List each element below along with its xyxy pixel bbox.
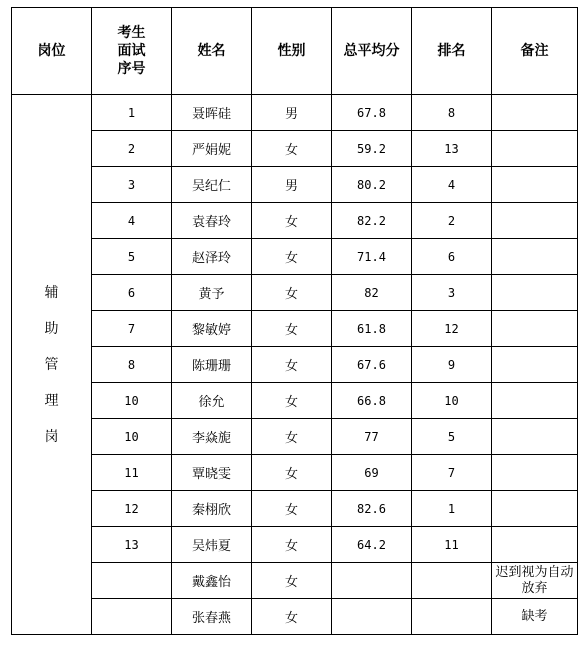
name-cell: 张春燕	[172, 599, 252, 635]
name-cell: 戴鑫怡	[172, 563, 252, 599]
interview-id-cell: 12	[92, 491, 172, 527]
header-interview-id	[92, 8, 172, 95]
remark-cell	[492, 95, 578, 131]
rank-cell: 12	[412, 311, 492, 347]
score-cell: 80.2	[332, 167, 412, 203]
table-row	[12, 203, 578, 239]
table-row	[12, 275, 578, 311]
name-cell: 李焱旎	[172, 419, 252, 455]
score-cell: 59.2	[332, 131, 412, 167]
table-row	[12, 311, 578, 347]
interview-id-cell: 8	[92, 347, 172, 383]
interview-id-cell: 11	[92, 455, 172, 491]
gender-cell: 女	[252, 527, 332, 563]
interview-id-cell: 3	[92, 167, 172, 203]
table-row	[12, 455, 578, 491]
gender-cell: 女	[252, 455, 332, 491]
header-rank: 排名	[412, 8, 492, 95]
table-row	[12, 167, 578, 203]
score-cell: 61.8	[332, 311, 412, 347]
rank-cell: 11	[412, 527, 492, 563]
rank-cell: 7	[412, 455, 492, 491]
header-row	[12, 8, 578, 95]
rank-cell: 10	[412, 383, 492, 419]
interview-id-cell: 2	[92, 131, 172, 167]
table-row	[12, 347, 578, 383]
gender-cell: 女	[252, 419, 332, 455]
rank-cell: 3	[412, 275, 492, 311]
remark-cell	[492, 239, 578, 275]
interview-id-cell: 6	[92, 275, 172, 311]
score-cell: 71.4	[332, 239, 412, 275]
gender-cell: 女	[252, 203, 332, 239]
table-row	[12, 563, 578, 599]
remark-cell	[492, 527, 578, 563]
remark-cell	[492, 383, 578, 419]
rank-cell: 6	[412, 239, 492, 275]
rank-cell	[412, 599, 492, 635]
table-row	[12, 491, 578, 527]
score-cell: 64.2	[332, 527, 412, 563]
score-cell	[332, 599, 412, 635]
rank-cell: 4	[412, 167, 492, 203]
rank-cell: 8	[412, 95, 492, 131]
score-cell: 82	[332, 275, 412, 311]
gender-cell: 女	[252, 131, 332, 167]
remark-cell	[492, 131, 578, 167]
header-id-line: 序号	[117, 61, 146, 77]
remark-cell	[492, 491, 578, 527]
name-cell: 黄予	[172, 275, 252, 311]
table-row	[12, 383, 578, 419]
post-char: 助	[44, 320, 59, 337]
score-cell: 69	[332, 455, 412, 491]
interview-id-cell: 5	[92, 239, 172, 275]
post-char: 岗	[44, 428, 59, 445]
name-cell: 吴炜夏	[172, 527, 252, 563]
table-row	[12, 599, 578, 635]
gender-cell: 女	[252, 491, 332, 527]
remark-cell	[492, 167, 578, 203]
gender-cell: 女	[252, 275, 332, 311]
header-post: 岗位	[12, 8, 92, 95]
remark-cell: 缺考	[492, 599, 578, 635]
gender-cell: 男	[252, 95, 332, 131]
name-cell: 徐允	[172, 383, 252, 419]
score-cell: 67.6	[332, 347, 412, 383]
header-gender: 性别	[252, 8, 332, 95]
remark-cell	[492, 455, 578, 491]
table-row	[12, 239, 578, 275]
name-cell: 陈珊珊	[172, 347, 252, 383]
gender-cell: 女	[252, 347, 332, 383]
gender-cell: 男	[252, 167, 332, 203]
interview-id-cell	[92, 599, 172, 635]
name-cell: 覃晓雯	[172, 455, 252, 491]
interview-id-cell: 10	[92, 419, 172, 455]
interview-id-cell: 7	[92, 311, 172, 347]
score-cell: 77	[332, 419, 412, 455]
name-cell: 吴纪仁	[172, 167, 252, 203]
rank-cell: 9	[412, 347, 492, 383]
results-table	[11, 7, 578, 635]
gender-cell: 女	[252, 239, 332, 275]
remark-cell	[492, 311, 578, 347]
rank-cell: 2	[412, 203, 492, 239]
score-cell: 82.2	[332, 203, 412, 239]
gender-cell: 女	[252, 563, 332, 599]
rank-cell: 5	[412, 419, 492, 455]
header-name: 姓名	[172, 8, 252, 95]
remark-cell: 迟到视为自动放弃	[492, 563, 578, 599]
gender-cell: 女	[252, 383, 332, 419]
remark-cell	[492, 347, 578, 383]
post-cell	[12, 95, 92, 635]
header-score: 总平均分	[332, 8, 412, 95]
score-cell: 67.8	[332, 95, 412, 131]
score-cell	[332, 563, 412, 599]
name-cell: 赵泽玲	[172, 239, 252, 275]
score-cell: 66.8	[332, 383, 412, 419]
name-cell: 袁春玲	[172, 203, 252, 239]
interview-id-cell: 13	[92, 527, 172, 563]
table-row	[12, 527, 578, 563]
header-id-line: 面试	[117, 43, 146, 59]
rank-cell	[412, 563, 492, 599]
table-row	[12, 95, 578, 131]
name-cell: 严娟妮	[172, 131, 252, 167]
gender-cell: 女	[252, 599, 332, 635]
table-row	[12, 131, 578, 167]
interview-id-cell: 10	[92, 383, 172, 419]
score-cell: 82.6	[332, 491, 412, 527]
remark-cell	[492, 275, 578, 311]
rank-cell: 13	[412, 131, 492, 167]
post-char: 管	[44, 356, 59, 373]
post-char: 辅	[44, 284, 59, 301]
interview-id-cell	[92, 563, 172, 599]
rank-cell: 1	[412, 491, 492, 527]
name-cell: 聂晖硅	[172, 95, 252, 131]
table-row	[12, 419, 578, 455]
header-remark: 备注	[492, 8, 578, 95]
gender-cell: 女	[252, 311, 332, 347]
interview-id-cell: 1	[92, 95, 172, 131]
remark-cell	[492, 203, 578, 239]
header-id-line: 考生	[117, 25, 146, 41]
name-cell: 黎敏婷	[172, 311, 252, 347]
post-char: 理	[44, 392, 59, 409]
interview-id-cell: 4	[92, 203, 172, 239]
name-cell: 秦栩欣	[172, 491, 252, 527]
remark-cell	[492, 419, 578, 455]
